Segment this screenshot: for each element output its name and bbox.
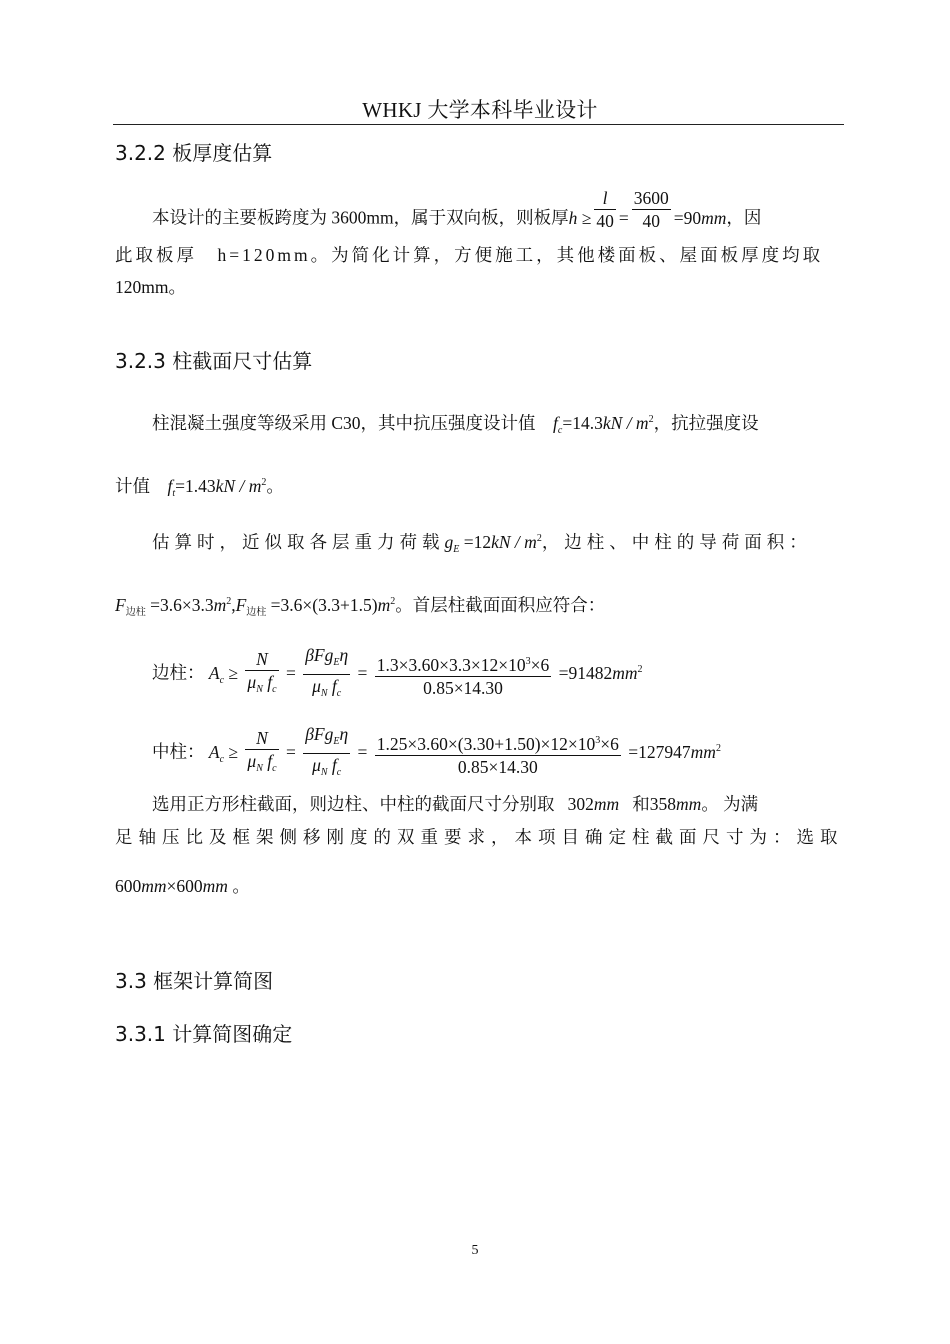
area-formula: $F_{边柱} =3.6\times 3.3m^2,F_{边柱} =3.6\times(3.3+1.5)m^2$ bbox=[115, 595, 396, 618]
paragraph-column-1: 柱混凝土强度等级采用 C30，其中抗压强度设计值 $f_c=14.3kN / m^2$，抗拉强度设 bbox=[152, 413, 759, 436]
edge-column-formula: 边柱： $A_c$ ≥ $\frac{N}{\mu_N f_c}$ = $\frac{\beta Fg_E\eta}{\mu_N f_c}$ = $\frac{1.3\times 3.60\times 3.3\times 12\times 10^3\times 6}{0.85\times 14.30}$ $=91482mm^2$ bbox=[152, 645, 643, 699]
edge-column-label: 边柱： bbox=[152, 662, 205, 683]
section-heading-3-2-2: 3.2.2 板厚度估算 bbox=[115, 141, 273, 165]
paragraph-column-2: 计值 $f_t=1.43kN / m^2$。 bbox=[115, 476, 284, 499]
paragraph-column-4: $F_{边柱} =3.6\times 3.3m^2,F_{边柱} =3.6\times(3.3+1.5)m^2$。首层柱截面面积应符合： bbox=[115, 595, 606, 618]
page-number: 5 bbox=[471, 1243, 479, 1258]
middle-column-label: 中柱： bbox=[152, 741, 205, 762]
slab-tail: ，因 bbox=[726, 207, 762, 228]
paragraph-column-3: 估算时，近似取各层重力荷载$g_E =12kN / m^2$，边柱、中柱的导荷面积： bbox=[152, 532, 812, 555]
paragraph-column-5: 选用正方形柱截面，则边柱、中柱的截面尺寸分别取 302mm 和358mm。 为满 bbox=[152, 794, 759, 814]
slab-formula: h ≥ $\frac{l}{40}$ = $\frac{3600}{40}$ =90mm bbox=[568, 188, 727, 231]
section-heading-3-2-3: 3.2.3 柱截面尺寸估算 bbox=[115, 349, 313, 373]
gE-formula: $g_E =12kN / m^2$ bbox=[444, 532, 542, 555]
fc-formula: $f_c=14.3kN / m^2$ bbox=[553, 413, 654, 436]
page-header: WHKJ 大学本科毕业设计 bbox=[362, 98, 598, 122]
ft-formula: $f_t=1.43kN / m^2$ bbox=[167, 476, 267, 499]
slab-text: 本设计的主要板跨度为 3600mm，属于双向板，则板厚 bbox=[152, 207, 569, 228]
paragraph-column-7: 600mm×600mm 。 bbox=[115, 876, 250, 896]
middle-column-formula: 中柱： $A_c$ ≥ $\frac{N}{\mu_N f_c}$ = $\frac{\beta Fg_E\eta}{\mu_N f_c}$ = $\frac{1.25\times 3.60\times(3.30+1.50)\times 12\times 10^3\times 6}{0.85\times 14.30}$ $=127947mm^2$ bbox=[152, 724, 721, 778]
paragraph-column-6: 足轴压比及框架侧移刚度的双重要求，本项目确定柱截面尺寸为：选取 bbox=[115, 827, 844, 847]
paragraph-slab-1 bbox=[115, 188, 874, 241]
section-heading-3-3: 3.3 框架计算简图 bbox=[115, 969, 274, 993]
paragraph-slab-3: 120mm。 bbox=[115, 277, 186, 297]
section-heading-3-3-1: 3.3.1 计算简图确定 bbox=[115, 1022, 293, 1046]
header-divider bbox=[113, 124, 844, 125]
paragraph-slab-2: 此取板厚 h=120mm。为简化计算，方便施工，其他楼面板、屋面板厚度均取 bbox=[115, 245, 824, 265]
